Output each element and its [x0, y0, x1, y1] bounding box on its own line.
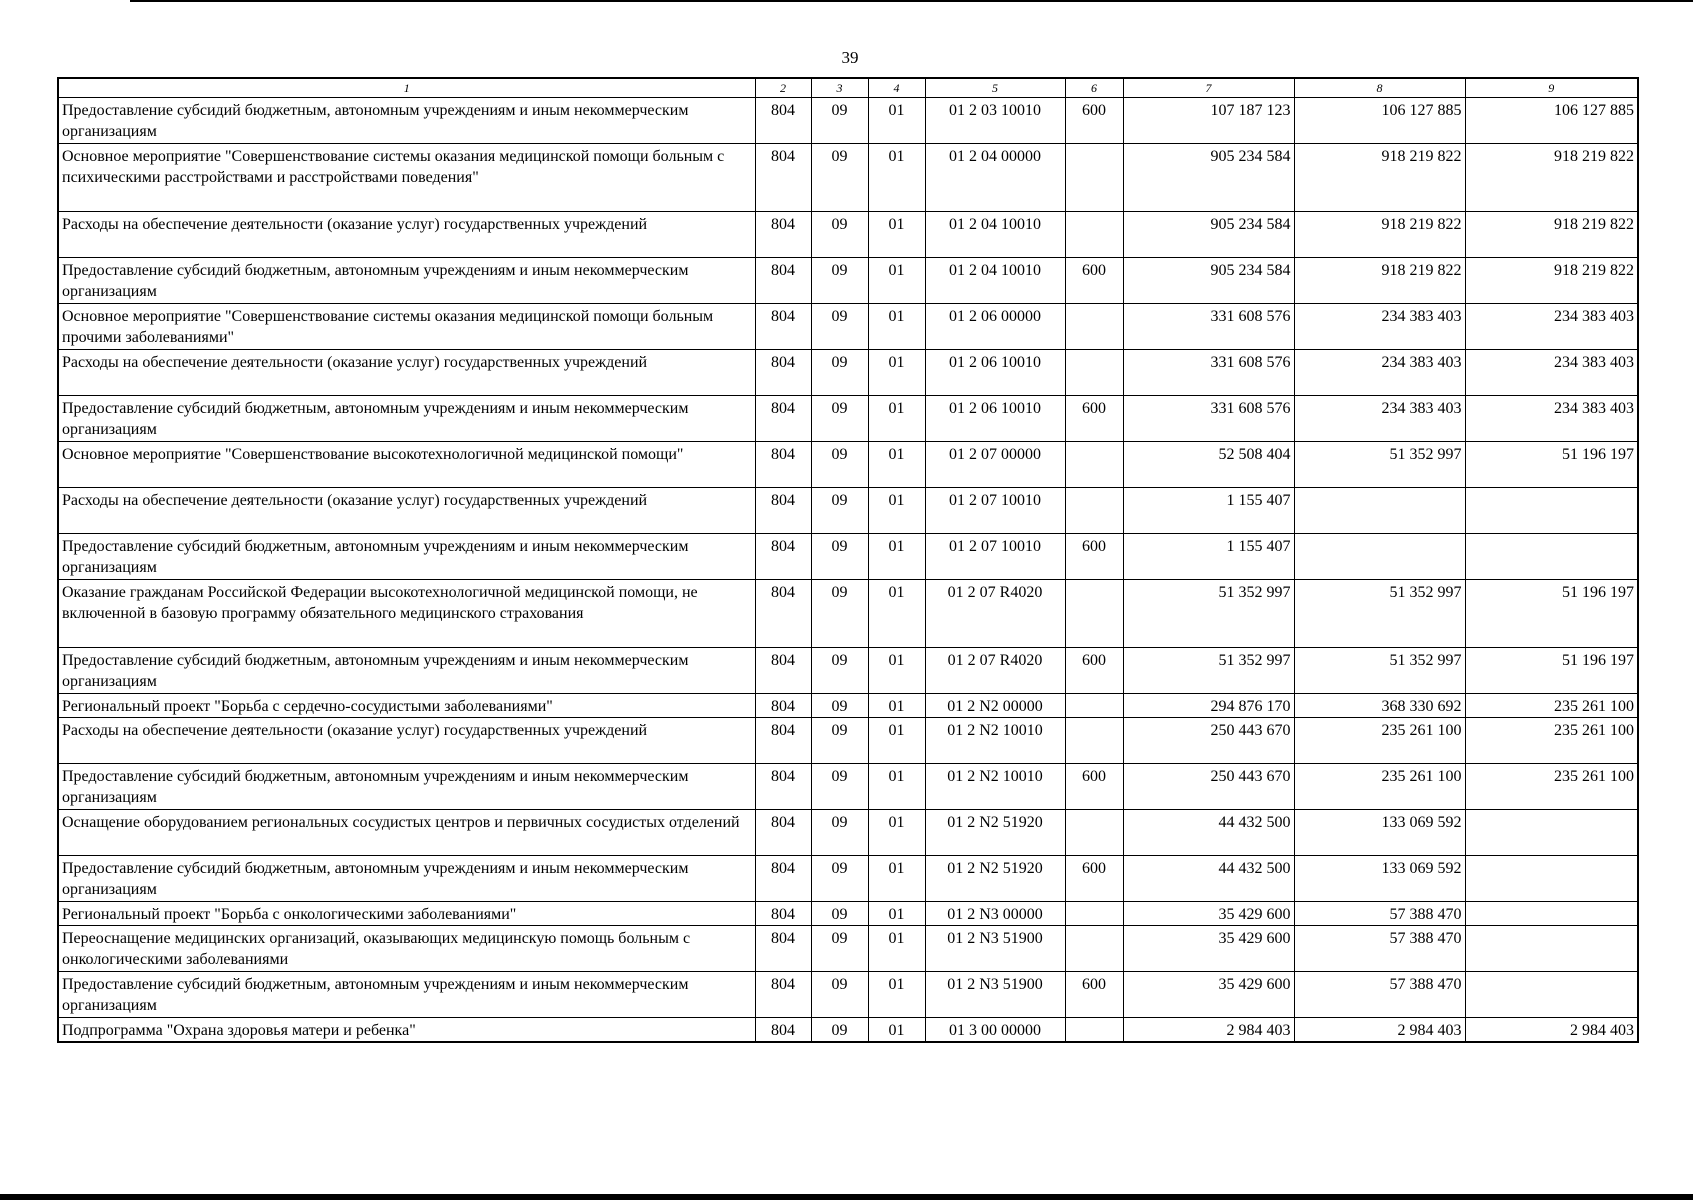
cell-amount-col9 — [1465, 810, 1638, 856]
table-row — [58, 718, 1638, 764]
cell-name: Оказание гражданам Российской Федерации высокотехнологичной медицинской помощи, не включенной в базовую программу обязательного медицинского страхования — [58, 580, 755, 648]
cell-subsection: 01 — [868, 1018, 925, 1043]
bottom-rule — [0, 1194, 1693, 1200]
cell-ministry-code: 804 — [755, 580, 811, 648]
table-row — [58, 212, 1638, 258]
cell-ministry-code: 804 — [755, 926, 811, 972]
cell-expense-type — [1065, 926, 1123, 972]
cell-amount-col8: 51 352 997 — [1294, 442, 1465, 488]
cell-expense-type: 600 — [1065, 396, 1123, 442]
cell-target-article: 01 2 N2 10010 — [925, 764, 1065, 810]
cell-section: 09 — [811, 718, 868, 764]
cell-expense-type: 600 — [1065, 856, 1123, 902]
cell-subsection: 01 — [868, 856, 925, 902]
cell-name: Предоставление субсидий бюджетным, автономным учреждениям и иным некоммерческим организациям — [58, 856, 755, 902]
table-header-row — [58, 78, 1638, 98]
cell-name: Основное мероприятие "Совершенствование системы оказания медицинской помощи больным с психическими расстройствами и расстройствами поведения" — [58, 144, 755, 212]
cell-amount-col8: 57 388 470 — [1294, 926, 1465, 972]
cell-amount-col7: 35 429 600 — [1123, 926, 1294, 972]
cell-target-article: 01 2 07 R4020 — [925, 648, 1065, 694]
budget-table — [57, 77, 1639, 1043]
cell-section: 09 — [811, 580, 868, 648]
cell-subsection: 01 — [868, 694, 925, 718]
cell-subsection: 01 — [868, 902, 925, 926]
column-header: 3 — [811, 78, 868, 98]
cell-amount-col7: 35 429 600 — [1123, 902, 1294, 926]
cell-amount-col8: 106 127 885 — [1294, 98, 1465, 144]
cell-name: Предоставление субсидий бюджетным, автономным учреждениям и иным некоммерческим организациям — [58, 648, 755, 694]
cell-amount-col9: 918 219 822 — [1465, 144, 1638, 212]
cell-expense-type: 600 — [1065, 648, 1123, 694]
table-row — [58, 258, 1638, 304]
cell-section: 09 — [811, 442, 868, 488]
cell-ministry-code: 804 — [755, 258, 811, 304]
cell-amount-col8: 235 261 100 — [1294, 718, 1465, 764]
cell-expense-type — [1065, 694, 1123, 718]
cell-amount-col7: 107 187 123 — [1123, 98, 1294, 144]
cell-subsection: 01 — [868, 98, 925, 144]
table-row — [58, 534, 1638, 580]
table-row — [58, 926, 1638, 972]
cell-amount-col7: 905 234 584 — [1123, 258, 1294, 304]
cell-section: 09 — [811, 396, 868, 442]
cell-subsection: 01 — [868, 810, 925, 856]
cell-amount-col7: 250 443 670 — [1123, 764, 1294, 810]
cell-expense-type: 600 — [1065, 972, 1123, 1018]
cell-ministry-code: 804 — [755, 442, 811, 488]
table-row — [58, 442, 1638, 488]
table-row — [58, 488, 1638, 534]
cell-amount-col7: 294 876 170 — [1123, 694, 1294, 718]
cell-expense-type — [1065, 212, 1123, 258]
cell-expense-type — [1065, 810, 1123, 856]
cell-amount-col9: 51 196 197 — [1465, 580, 1638, 648]
cell-amount-col9 — [1465, 926, 1638, 972]
cell-section: 09 — [811, 144, 868, 212]
cell-section: 09 — [811, 902, 868, 926]
cell-amount-col9: 51 196 197 — [1465, 648, 1638, 694]
cell-expense-type — [1065, 144, 1123, 212]
cell-subsection: 01 — [868, 580, 925, 648]
cell-amount-col8: 234 383 403 — [1294, 396, 1465, 442]
cell-expense-type — [1065, 902, 1123, 926]
cell-expense-type — [1065, 718, 1123, 764]
cell-amount-col9: 918 219 822 — [1465, 258, 1638, 304]
column-header: 2 — [755, 78, 811, 98]
cell-subsection: 01 — [868, 718, 925, 764]
cell-amount-col8: 368 330 692 — [1294, 694, 1465, 718]
cell-name: Расходы на обеспечение деятельности (оказание услуг) государственных учреждений — [58, 488, 755, 534]
cell-section: 09 — [811, 856, 868, 902]
cell-ministry-code: 804 — [755, 304, 811, 350]
cell-amount-col9: 235 261 100 — [1465, 718, 1638, 764]
cell-name: Расходы на обеспечение деятельности (оказание услуг) государственных учреждений — [58, 212, 755, 258]
cell-subsection: 01 — [868, 488, 925, 534]
cell-section: 09 — [811, 304, 868, 350]
cell-target-article: 01 2 N2 51920 — [925, 810, 1065, 856]
cell-target-article: 01 2 07 10010 — [925, 534, 1065, 580]
cell-ministry-code: 804 — [755, 212, 811, 258]
cell-amount-col9: 234 383 403 — [1465, 350, 1638, 396]
cell-name: Расходы на обеспечение деятельности (оказание услуг) государственных учреждений — [58, 718, 755, 764]
cell-amount-col8: 133 069 592 — [1294, 856, 1465, 902]
cell-ministry-code: 804 — [755, 144, 811, 212]
cell-amount-col8 — [1294, 488, 1465, 534]
cell-subsection: 01 — [868, 144, 925, 212]
cell-subsection: 01 — [868, 212, 925, 258]
cell-ministry-code: 804 — [755, 902, 811, 926]
cell-target-article: 01 2 N3 51900 — [925, 972, 1065, 1018]
table-row — [58, 902, 1638, 926]
column-header: 8 — [1294, 78, 1465, 98]
cell-ministry-code: 804 — [755, 350, 811, 396]
cell-ministry-code: 804 — [755, 856, 811, 902]
cell-amount-col7: 52 508 404 — [1123, 442, 1294, 488]
cell-name: Переоснащение медицинских организаций, оказывающих медицинскую помощь больным с онкологическими заболеваниями — [58, 926, 755, 972]
cell-target-article: 01 2 06 10010 — [925, 396, 1065, 442]
cell-subsection: 01 — [868, 972, 925, 1018]
cell-expense-type: 600 — [1065, 98, 1123, 144]
cell-target-article: 01 2 07 10010 — [925, 488, 1065, 534]
cell-name: Предоставление субсидий бюджетным, автономным учреждениям и иным некоммерческим организациям — [58, 972, 755, 1018]
page-number: 39 — [841, 48, 859, 67]
cell-subsection: 01 — [868, 396, 925, 442]
cell-expense-type: 600 — [1065, 534, 1123, 580]
cell-expense-type — [1065, 580, 1123, 648]
cell-section: 09 — [811, 1018, 868, 1043]
cell-subsection: 01 — [868, 304, 925, 350]
cell-name: Предоставление субсидий бюджетным, автономным учреждениям и иным некоммерческим организациям — [58, 258, 755, 304]
cell-name: Региональный проект "Борьба с онкологическими заболеваниями" — [58, 902, 755, 926]
table-row — [58, 648, 1638, 694]
cell-ministry-code: 804 — [755, 534, 811, 580]
cell-expense-type — [1065, 350, 1123, 396]
cell-name: Предоставление субсидий бюджетным, автономным учреждениям и иным некоммерческим организациям — [58, 396, 755, 442]
cell-target-article: 01 2 04 10010 — [925, 212, 1065, 258]
cell-ministry-code: 804 — [755, 718, 811, 764]
cell-amount-col7: 905 234 584 — [1123, 144, 1294, 212]
cell-amount-col7: 2 984 403 — [1123, 1018, 1294, 1043]
cell-amount-col9 — [1465, 488, 1638, 534]
cell-name: Предоставление субсидий бюджетным, автономным учреждениям и иным некоммерческим организациям — [58, 98, 755, 144]
cell-section: 09 — [811, 926, 868, 972]
cell-amount-col7: 35 429 600 — [1123, 972, 1294, 1018]
cell-subsection: 01 — [868, 534, 925, 580]
cell-name: Предоставление субсидий бюджетным, автономным учреждениям и иным некоммерческим организациям — [58, 764, 755, 810]
cell-amount-col8: 918 219 822 — [1294, 144, 1465, 212]
cell-amount-col9: 51 196 197 — [1465, 442, 1638, 488]
cell-amount-col8: 51 352 997 — [1294, 648, 1465, 694]
cell-amount-col7: 1 155 407 — [1123, 488, 1294, 534]
cell-amount-col9: 235 261 100 — [1465, 694, 1638, 718]
cell-amount-col9 — [1465, 972, 1638, 1018]
column-header: 7 — [1123, 78, 1294, 98]
cell-section: 09 — [811, 258, 868, 304]
column-header: 9 — [1465, 78, 1638, 98]
cell-name: Подпрограмма "Охрана здоровья матери и ребенка" — [58, 1018, 755, 1043]
cell-amount-col8: 234 383 403 — [1294, 350, 1465, 396]
table-body — [58, 98, 1638, 1043]
cell-subsection: 01 — [868, 350, 925, 396]
cell-expense-type: 600 — [1065, 764, 1123, 810]
cell-amount-col8: 2 984 403 — [1294, 1018, 1465, 1043]
table-row — [58, 350, 1638, 396]
cell-expense-type — [1065, 304, 1123, 350]
cell-section: 09 — [811, 972, 868, 1018]
cell-amount-col9 — [1465, 534, 1638, 580]
cell-target-article: 01 2 06 10010 — [925, 350, 1065, 396]
cell-amount-col7: 51 352 997 — [1123, 580, 1294, 648]
table-row — [58, 972, 1638, 1018]
cell-amount-col9: 234 383 403 — [1465, 396, 1638, 442]
cell-amount-col8: 918 219 822 — [1294, 212, 1465, 258]
table-row — [58, 694, 1638, 718]
cell-amount-col8: 918 219 822 — [1294, 258, 1465, 304]
column-header: 4 — [868, 78, 925, 98]
cell-section: 09 — [811, 764, 868, 810]
cell-amount-col7: 44 432 500 — [1123, 856, 1294, 902]
table-row — [58, 1018, 1638, 1043]
cell-section: 09 — [811, 648, 868, 694]
cell-amount-col8: 57 388 470 — [1294, 972, 1465, 1018]
cell-subsection: 01 — [868, 442, 925, 488]
cell-amount-col8: 57 388 470 — [1294, 902, 1465, 926]
cell-amount-col7: 331 608 576 — [1123, 350, 1294, 396]
cell-subsection: 01 — [868, 926, 925, 972]
cell-amount-col7: 44 432 500 — [1123, 810, 1294, 856]
cell-amount-col9: 235 261 100 — [1465, 764, 1638, 810]
table-row — [58, 856, 1638, 902]
cell-name: Расходы на обеспечение деятельности (оказание услуг) государственных учреждений — [58, 350, 755, 396]
cell-name: Основное мероприятие "Совершенствование высокотехнологичной медицинской помощи" — [58, 442, 755, 488]
cell-ministry-code: 804 — [755, 694, 811, 718]
cell-amount-col8: 235 261 100 — [1294, 764, 1465, 810]
cell-target-article: 01 2 04 00000 — [925, 144, 1065, 212]
cell-ministry-code: 804 — [755, 396, 811, 442]
cell-target-article: 01 2 06 00000 — [925, 304, 1065, 350]
cell-amount-col9: 234 383 403 — [1465, 304, 1638, 350]
cell-target-article: 01 2 N2 10010 — [925, 718, 1065, 764]
cell-section: 09 — [811, 488, 868, 534]
cell-amount-col7: 331 608 576 — [1123, 396, 1294, 442]
cell-amount-col9: 918 219 822 — [1465, 212, 1638, 258]
cell-target-article: 01 2 07 R4020 — [925, 580, 1065, 648]
cell-section: 09 — [811, 350, 868, 396]
table-row — [58, 144, 1638, 212]
cell-target-article: 01 2 04 10010 — [925, 258, 1065, 304]
cell-ministry-code: 804 — [755, 972, 811, 1018]
column-header: 6 — [1065, 78, 1123, 98]
cell-target-article: 01 2 N2 51920 — [925, 856, 1065, 902]
cell-expense-type — [1065, 442, 1123, 488]
cell-section: 09 — [811, 694, 868, 718]
cell-ministry-code: 804 — [755, 98, 811, 144]
cell-ministry-code: 804 — [755, 764, 811, 810]
table-row — [58, 580, 1638, 648]
cell-target-article: 01 2 03 10010 — [925, 98, 1065, 144]
cell-amount-col9 — [1465, 856, 1638, 902]
cell-amount-col7: 250 443 670 — [1123, 718, 1294, 764]
cell-amount-col8: 234 383 403 — [1294, 304, 1465, 350]
cell-subsection: 01 — [868, 648, 925, 694]
cell-target-article: 01 3 00 00000 — [925, 1018, 1065, 1043]
cell-section: 09 — [811, 212, 868, 258]
cell-name: Оснащение оборудованием региональных сосудистых центров и первичных сосудистых отделений — [58, 810, 755, 856]
cell-target-article: 01 2 N3 00000 — [925, 902, 1065, 926]
table-row — [58, 810, 1638, 856]
cell-expense-type — [1065, 1018, 1123, 1043]
cell-amount-col9 — [1465, 902, 1638, 926]
cell-ministry-code: 804 — [755, 810, 811, 856]
cell-amount-col9: 106 127 885 — [1465, 98, 1638, 144]
cell-amount-col7: 1 155 407 — [1123, 534, 1294, 580]
table-row — [58, 396, 1638, 442]
cell-target-article: 01 2 N2 00000 — [925, 694, 1065, 718]
cell-target-article: 01 2 07 00000 — [925, 442, 1065, 488]
cell-section: 09 — [811, 534, 868, 580]
table-row — [58, 304, 1638, 350]
cell-ministry-code: 804 — [755, 488, 811, 534]
column-header: 1 — [58, 78, 755, 98]
table-row — [58, 98, 1638, 144]
cell-section: 09 — [811, 98, 868, 144]
cell-subsection: 01 — [868, 258, 925, 304]
cell-target-article: 01 2 N3 51900 — [925, 926, 1065, 972]
cell-name: Основное мероприятие "Совершенствование системы оказания медицинской помощи больным прочими заболеваниями" — [58, 304, 755, 350]
cell-ministry-code: 804 — [755, 648, 811, 694]
cell-expense-type: 600 — [1065, 258, 1123, 304]
cell-name: Предоставление субсидий бюджетным, автономным учреждениям и иным некоммерческим организациям — [58, 534, 755, 580]
cell-amount-col8 — [1294, 534, 1465, 580]
cell-ministry-code: 804 — [755, 1018, 811, 1043]
cell-amount-col8: 51 352 997 — [1294, 580, 1465, 648]
table-row — [58, 764, 1638, 810]
cell-amount-col7: 51 352 997 — [1123, 648, 1294, 694]
cell-amount-col7: 331 608 576 — [1123, 304, 1294, 350]
cell-section: 09 — [811, 810, 868, 856]
cell-amount-col7: 905 234 584 — [1123, 212, 1294, 258]
cell-amount-col8: 133 069 592 — [1294, 810, 1465, 856]
top-rule — [130, 0, 1693, 2]
cell-amount-col9: 2 984 403 — [1465, 1018, 1638, 1043]
cell-expense-type — [1065, 488, 1123, 534]
cell-name: Региональный проект "Борьба с сердечно-сосудистыми заболеваниями" — [58, 694, 755, 718]
column-header: 5 — [925, 78, 1065, 98]
cell-subsection: 01 — [868, 764, 925, 810]
